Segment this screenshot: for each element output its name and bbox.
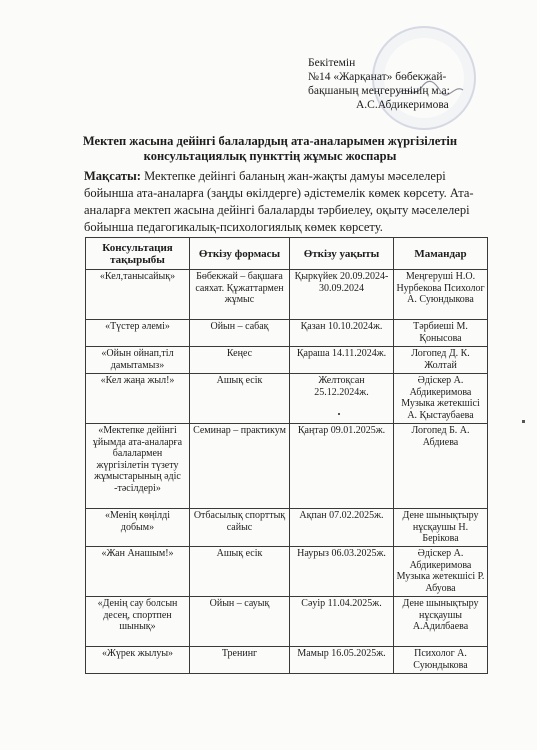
table-row <box>86 424 488 509</box>
cell-topic: «Кел жаңа жыл!» <box>86 374 190 424</box>
cell-form: Бөбекжай – бақшаға саяхат. Құжаттармен жұмыс <box>190 270 290 320</box>
header-time: Өткізу уақыты <box>290 238 394 270</box>
cell-staff: Меңгеруші Н.О. Нурбекова Психолог А. Суюндыкова <box>394 270 488 320</box>
cell-form: Отбасылық спорттық сайыс <box>190 509 290 547</box>
table-row <box>86 647 488 674</box>
table-row <box>86 320 488 347</box>
table-row <box>86 547 488 597</box>
scan-speck <box>338 413 340 415</box>
purpose-label: Мақсаты: <box>84 169 141 183</box>
header-form: Өткізу формасы <box>190 238 290 270</box>
cell-staff: Әдіскер А. Абдикеримова Музыка жетекшісі А. Қыстаубаева <box>394 374 488 424</box>
cell-time: Наурыз 06.03.2025ж. <box>290 547 394 597</box>
plan-table <box>85 237 488 674</box>
approval-line-name: А.С.Абдикеримова <box>356 99 449 111</box>
cell-topic: «Кел,танысайық» <box>86 270 190 320</box>
cell-staff: Логопед Д. К. Жолтай <box>394 347 488 374</box>
approval-line-approve: Бекітемін <box>308 57 356 69</box>
cell-form: Тренинг <box>190 647 290 674</box>
cell-form: Ойын – сауық <box>190 597 290 647</box>
header-topic: Консультация тақырыбы <box>86 238 190 270</box>
cell-topic: «Жүрек жылуы» <box>86 647 190 674</box>
table-row <box>86 597 488 647</box>
cell-staff: Психолог А. Суюндыкова <box>394 647 488 674</box>
cell-topic: «Менің көңілді добым» <box>86 509 190 547</box>
cell-form: Ашық есік <box>190 374 290 424</box>
table-row <box>86 347 488 374</box>
cell-time: Мамыр 16.05.2025ж. <box>290 647 394 674</box>
table-header-row <box>86 238 488 270</box>
cell-form: Ашық есік <box>190 547 290 597</box>
table-row <box>86 509 488 547</box>
table-row <box>86 270 488 320</box>
header-staff: Мамандар <box>394 238 488 270</box>
cell-staff: Логопед Б. А. Абдиева <box>394 424 488 509</box>
cell-topic: «Мектепке дейінгі ұйымда ата-аналарға балалармен жүргізілетін түзету жұмыстарының әдіс -тәсілдері» <box>86 424 190 509</box>
approval-block <box>308 56 523 112</box>
cell-time: Ақпан 07.02.2025ж. <box>290 509 394 547</box>
cell-form: Ойын – сабақ <box>190 320 290 347</box>
title-line-2: консультациялық пункттің жұмыс жоспары <box>143 149 397 163</box>
cell-staff: Дене шынықтыру нұсқаушы А.Адилбаева <box>394 597 488 647</box>
table-row <box>86 374 488 424</box>
cell-topic: «Түстер әлемі» <box>86 320 190 347</box>
approval-line-kindergarten: №14 «Жарқанат» бөбекжай- <box>308 71 447 83</box>
cell-topic: «Ойын ойнап,тіл дамытамыз» <box>86 347 190 374</box>
cell-staff: Әдіскер А. Абдикеримова Музыка жетекшісі Р. Абуова <box>394 547 488 597</box>
cell-time: Қараша 14.11.2024ж. <box>290 347 394 374</box>
title-line-1: Мектеп жасына дейінгі балалардың ата-аналарымен жүргізілетін <box>82 134 458 148</box>
purpose-text: Мектепке дейінгі баланың жан-жақты дамуы мәселелері бойынша ата-аналарға (заңды өкілдерге) әдістемелік көмек көрсету. Ата-аналарға мектеп жасына дейінгі балаларды тәрбиелеу, оқыту мәселелері бойынша педагогикалық-психологиялық көмек көрсету. <box>84 169 474 234</box>
cell-topic: «Жан Анашым!» <box>86 547 190 597</box>
cell-time: Қыркүйек 20.09.2024-30.09.2024 <box>290 270 394 320</box>
cell-staff: Дене шынықтыру нұсқаушы Н. Берікова <box>394 509 488 547</box>
cell-staff: Тәрбиеші М. Қонысова <box>394 320 488 347</box>
purpose-paragraph <box>84 168 484 236</box>
cell-time: Қазан 10.10.2024ж. <box>290 320 394 347</box>
cell-topic: «Денің сау болсын десең, спортпен шынық» <box>86 597 190 647</box>
cell-time: Желтоқсан 25.12.2024ж. <box>290 374 394 424</box>
cell-time: Сәуір 11.04.2025ж. <box>290 597 394 647</box>
document-title <box>60 134 480 164</box>
cell-form: Семинар – практикум <box>190 424 290 509</box>
cell-form: Кеңес <box>190 347 290 374</box>
cell-time: Қаңтар 09.01.2025ж. <box>290 424 394 509</box>
approval-line-position: бақшаның меңгерушінің м.а: <box>308 85 450 97</box>
scan-speck <box>522 420 525 423</box>
